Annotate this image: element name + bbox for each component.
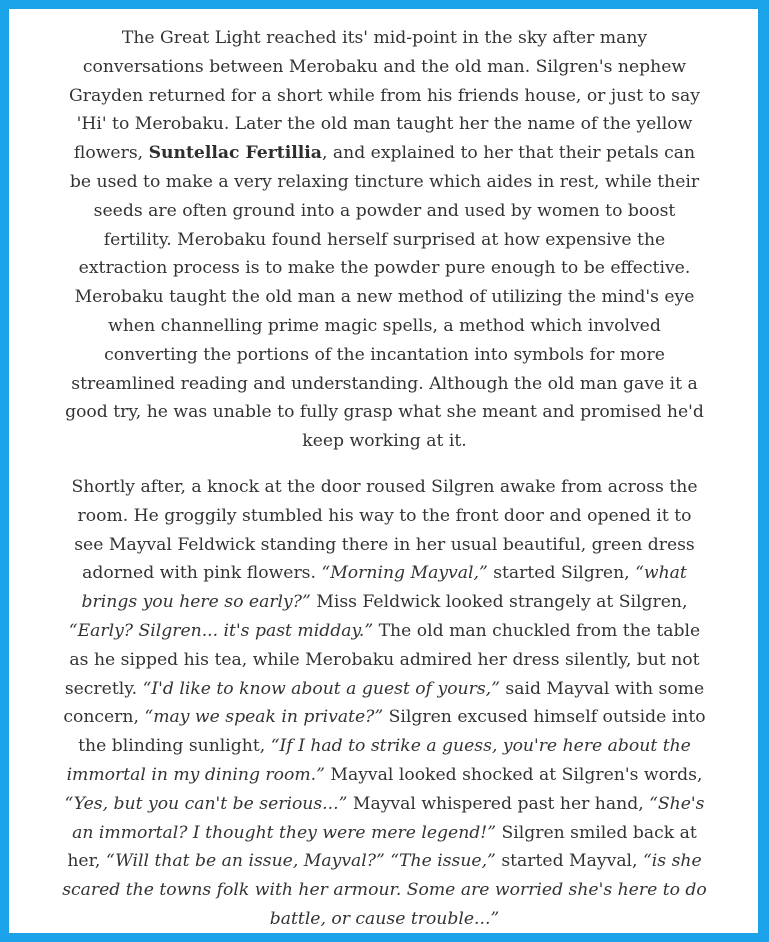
narration: Silgren excused himself outside into the blinding sunlight, bbox=[78, 707, 706, 757]
dialogue: “what brings you here so early?” bbox=[81, 563, 687, 613]
narration: The old man chuckled from the table as he sipped his tea, while Merobaku admired her dress silently, but not secretly. bbox=[64, 620, 701, 699]
dialogue: “Early? Silgren... it's past midday.” bbox=[68, 620, 374, 641]
narration: said Mayval with some concern, bbox=[63, 678, 705, 728]
story-text bbox=[61, 24, 708, 934]
dialogue: “She's an immortal? I thought they were mere legend!” bbox=[72, 793, 705, 843]
dialogue: “The issue,” bbox=[390, 851, 496, 872]
paragraph-1-text-a: The Great Light reached its' mid-point in the sky after many conversations between Merobaku and the old man. Silgren's nephew Grayden returned for a short while from his friends house, or just to say 'Hi' to Merobaku. Later the old man taught her the name of the yellow flowers, bbox=[69, 28, 700, 164]
dialogue: “is she scared the towns folk with her armour. Some are worried she's here to do battle, or cause trouble...” bbox=[62, 851, 707, 929]
dialogue: “Will that be an issue, Mayval?” bbox=[105, 851, 385, 872]
paragraph-1 bbox=[61, 24, 708, 456]
dialogue: “Yes, but you can't be serious...” bbox=[64, 793, 348, 814]
dialogue: “If I had to strike a guess, you're here about the immortal in my dining room.” bbox=[66, 736, 691, 785]
page-frame bbox=[9, 9, 758, 933]
narration: Mayval whispered past her hand, bbox=[352, 793, 644, 814]
flower-name: Suntellac Fertillia bbox=[148, 143, 322, 164]
narration: Silgren smiled back at her, bbox=[67, 822, 697, 872]
dialogue: “I'd like to know about a guest of yours,” bbox=[142, 678, 500, 699]
dialogue: “Morning Mayval,” bbox=[321, 563, 488, 584]
narration: started Mayval, bbox=[501, 851, 638, 872]
dialogue: “may we speak in private?” bbox=[144, 707, 384, 728]
narration: Miss Feldwick looked strangely at Silgren, bbox=[316, 592, 688, 613]
paragraph-1-text-b: , and explained to her that their petals can be used to make a very relaxing tincture which aides in rest, while their seeds are often ground into a powder and used by women to boost fertility. Merobaku found herself surprised at how expensive the extraction process is to make the powder pure enough to be effective. Merobaku taught the old man a new method of utilizing the mind's eye when channelling prime magic spells, a method which involved converting the portions of the incantation into symbols for more streamlined reading and understanding. Although the old man gave it a good try, he was unable to fully grasp what she meant and promised he'd keep working at it. bbox=[65, 143, 704, 452]
narration: started Silgren, bbox=[493, 563, 630, 584]
narration: Mayval looked shocked at Silgren's words, bbox=[330, 764, 703, 785]
paragraph-2 bbox=[61, 473, 708, 934]
narration: Shortly after, a knock at the door roused Silgren awake from across the room. He groggily stumbled his way to the front door and opened it to see Mayval Feldwick standing there in her usual beautiful, green dress adorned with pink flowers. bbox=[71, 476, 698, 584]
